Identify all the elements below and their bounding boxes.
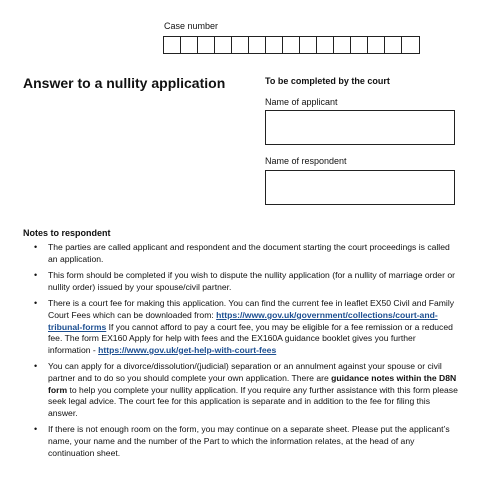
case-number-digit-box[interactable] xyxy=(266,37,283,53)
note-text: There is a court fee for making this application. You can find the current fee in leaflet EX50 Civil and Family Court Fees which can be downloaded from: xyxy=(48,298,455,320)
case-number-label: Case number xyxy=(164,21,219,31)
case-number-digit-box[interactable] xyxy=(283,37,300,53)
note-text: This form should be completed if you wish to dispute the nullity application (for a nullity of marriage order or nullity order) issued by your spouse/civil partner. xyxy=(48,270,455,292)
case-number-digit-box[interactable] xyxy=(402,37,419,53)
note-item xyxy=(23,270,460,293)
case-number-digit-box[interactable] xyxy=(334,37,351,53)
case-number-digit-box[interactable] xyxy=(164,37,181,53)
bullet-icon: • xyxy=(34,424,38,435)
bullet-icon: • xyxy=(34,270,38,281)
case-number-digit-box[interactable] xyxy=(368,37,385,53)
applicant-name-label: Name of applicant xyxy=(265,97,338,107)
note-text: The parties are called applicant and respondent and the document starting the court proceedings is called an application. xyxy=(48,242,450,264)
case-number-digit-box[interactable] xyxy=(351,37,368,53)
case-number-digit-box[interactable] xyxy=(232,37,249,53)
note-item xyxy=(23,242,460,265)
case-number-digit-box[interactable] xyxy=(215,37,232,53)
page-title: Answer to a nullity application xyxy=(23,75,226,91)
case-number-digit-box[interactable] xyxy=(300,37,317,53)
note-text: to help you complete your nullity application. If you require any further assistance with this form please seek legal advice. The court fee for this application is separate and in addition to the fee for filing this answer. xyxy=(48,384,458,418)
note-item xyxy=(23,298,460,356)
note-text: If there is not enough room on the form, you may continue on a separate sheet. Please put the applicant’s name, your name and the number of the Part to which the information relates, at the head of any continuation sheet. xyxy=(48,424,450,458)
applicant-name-field[interactable] xyxy=(265,110,455,145)
court-use-heading: To be completed by the court xyxy=(265,76,390,86)
bullet-icon: • xyxy=(34,298,38,309)
help-with-fees-link[interactable]: https://www.gov.uk/get-help-with-court-fees xyxy=(98,344,277,355)
court-forms-link[interactable]: https://www.gov.uk/government/collections/court-and-tribunal-forms xyxy=(48,309,438,332)
case-number-digit-box[interactable] xyxy=(317,37,334,53)
case-number-digit-box[interactable] xyxy=(249,37,266,53)
case-number-digit-box[interactable] xyxy=(198,37,215,53)
note-text: If you cannot afford to pay a court fee, you may be eligible for a fee remission or a reduced fee. The form EX160 Apply for help with fees and the EX160A guidance booklet gives you further information - xyxy=(48,321,453,355)
notes-list xyxy=(23,242,460,464)
bullet-icon: • xyxy=(34,242,38,252)
notes-heading: Notes to respondent xyxy=(23,228,111,238)
bullet-icon: • xyxy=(34,361,38,372)
respondent-name-label: Name of respondent xyxy=(265,156,347,166)
case-number-input[interactable] xyxy=(163,36,420,54)
note-item xyxy=(23,424,460,459)
case-number-digit-box[interactable] xyxy=(385,37,402,53)
case-number-digit-box[interactable] xyxy=(181,37,198,53)
respondent-name-field[interactable] xyxy=(265,170,455,205)
note-item xyxy=(23,361,460,419)
guidance-notes-emphasis: guidance notes within the D8N form xyxy=(48,372,457,395)
note-text: You can apply for a divorce/dissolution/(judicial) separation or an annulment against your spouse or civil partner and to do so you should complete your own application. There are xyxy=(48,361,442,383)
